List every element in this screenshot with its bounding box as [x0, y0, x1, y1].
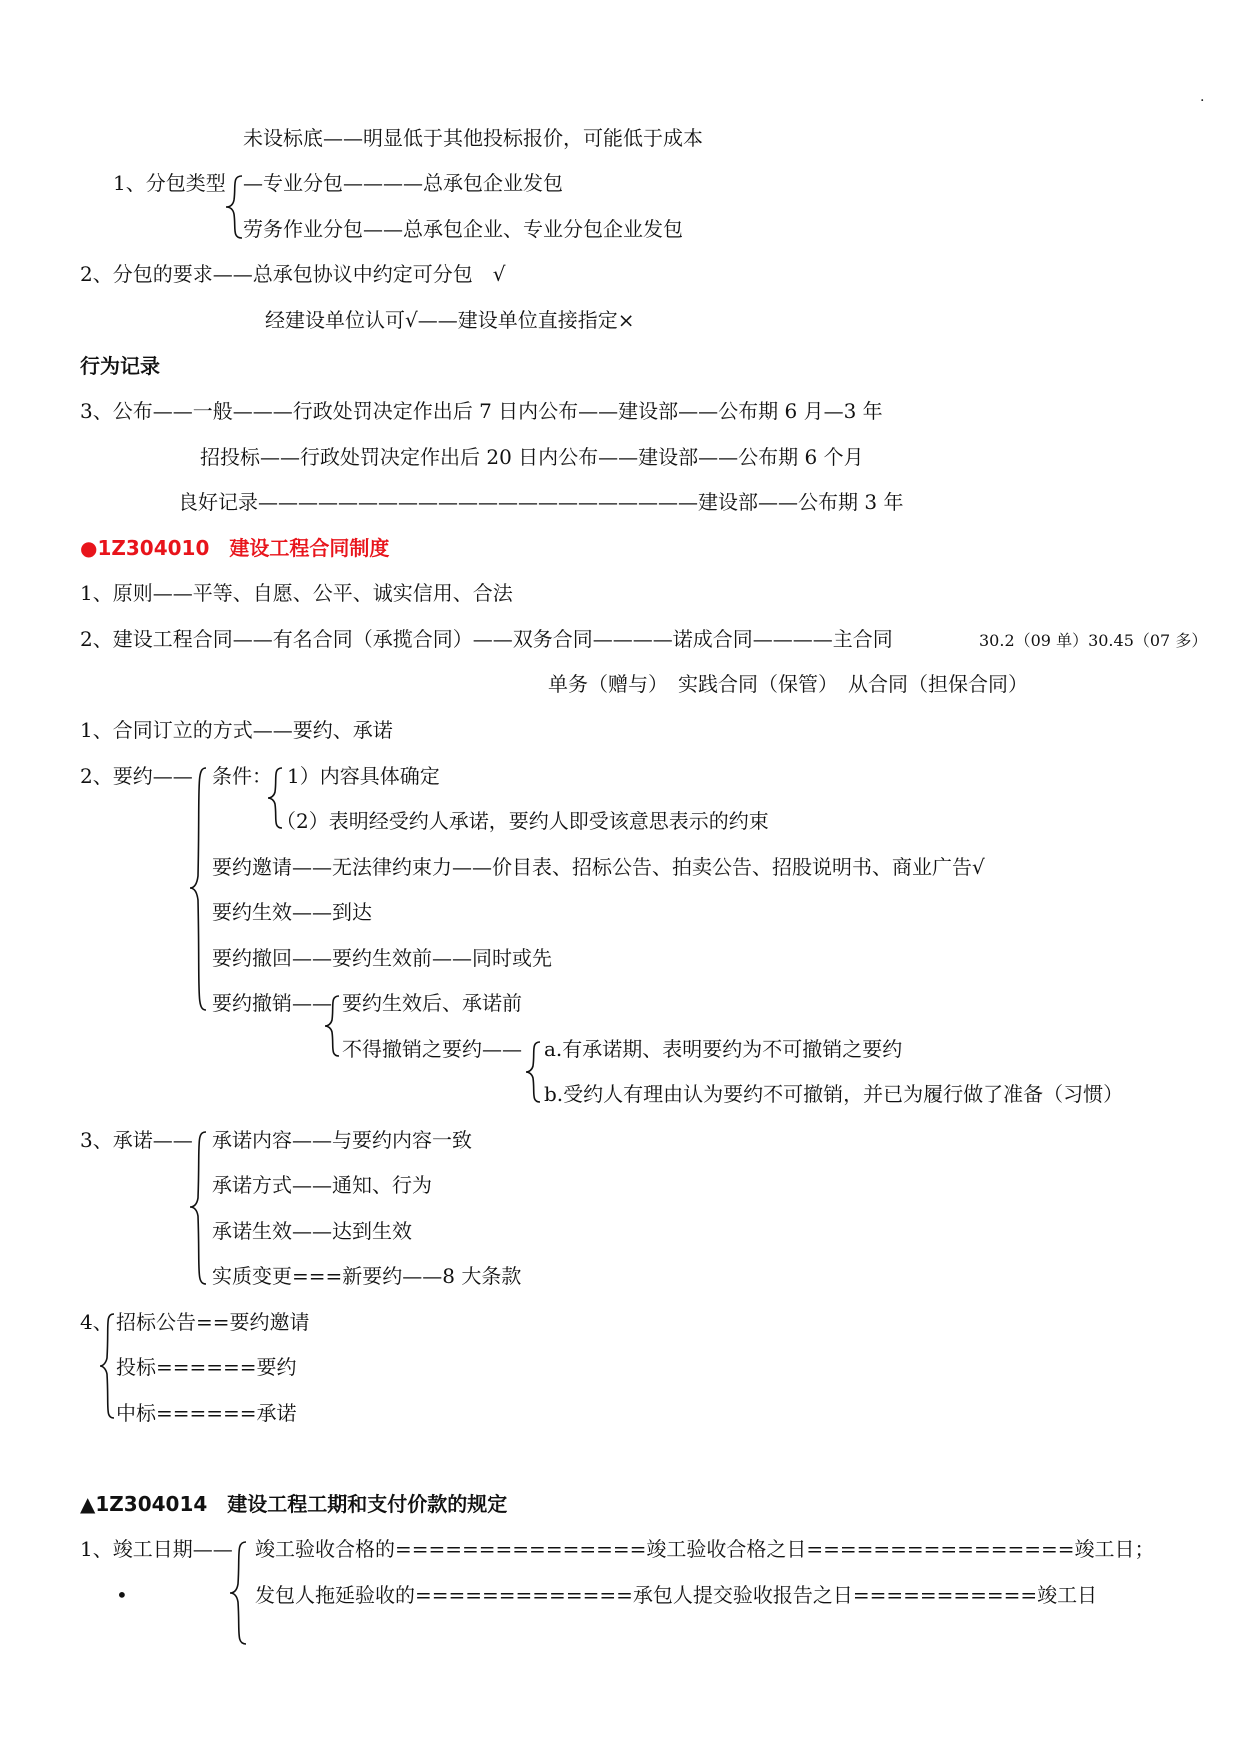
completion-case-delayed: 发包人拖延验收的=============承包人提交验收报告之日===========竣工日	[255, 1583, 1098, 1607]
bullet-dot: •	[116, 1583, 128, 1607]
line-no-base-price: 未设标底——明显低于其他投标报价，可能低于成本	[243, 126, 703, 150]
line-contract-opposites: 单务（赠与） 实践合同（保管） 从合同（担保合同）	[548, 672, 1028, 696]
revocation-brace	[325, 994, 343, 1058]
condition-2: （2）表明经受约人承诺，要约人即受该意思表示的约束	[276, 809, 769, 833]
irrevocable-brace	[526, 1040, 544, 1104]
completion-date-brace	[230, 1540, 250, 1646]
line-good-record: 良好记录——————————————————————建设部——公布期 3 年	[178, 490, 904, 514]
heading-1z304010: ●1Z304010 建设工程合同制度	[80, 536, 390, 560]
tender-mapping-label: 4、	[80, 1310, 113, 1334]
completion-date-label: 1、竣工日期——	[80, 1537, 233, 1561]
corner-dot: .	[1200, 89, 1205, 105]
line-principles: 1、原则——平等、自愿、公平、诚实信用、合法	[80, 581, 513, 605]
irrevocable-offer-label: 不得撤销之要约——	[342, 1037, 522, 1061]
offer-label: 2、要约——	[80, 764, 193, 788]
tender-award: 中标======承诺	[116, 1401, 297, 1425]
acceptance-brace	[190, 1130, 210, 1286]
acceptance-method: 承诺方式——通知、行为	[212, 1173, 432, 1197]
offer-brace	[190, 766, 210, 1012]
line-subcontract-requirements: 2、分包的要求——总承包协议中约定可分包 √	[80, 262, 506, 286]
line-offer-effective: 要约生效——到达	[212, 900, 372, 924]
condition-1: 1）内容具体确定	[287, 764, 440, 788]
line-professional-subcontract: —专业分包————总承包企业发包	[243, 171, 563, 195]
irrevocable-case-a: a.有承诺期、表明要约为不可撤销之要约	[544, 1037, 903, 1061]
acceptance-content: 承诺内容——与要约内容一致	[212, 1128, 472, 1152]
line-invitation-to-offer: 要约邀请——无法律约束力——价目表、招标公告、拍卖公告、招股说明书、商业广告√	[212, 855, 985, 879]
completion-case-accepted: 竣工验收合格的===============竣工验收合格之日================竣工日；	[255, 1537, 1155, 1561]
line-publish-general: 3、公布——一般———行政处罚决定作出后 7 日内公布——建设部——公布期 6 月—3 年	[80, 399, 883, 423]
tender-notice: 招标公告==要约邀请	[116, 1310, 310, 1334]
acceptance-effective: 承诺生效——达到生效	[212, 1219, 412, 1243]
line-publish-bidding: 招投标——行政处罚决定作出后 20 日内公布——建设部——公布期 6 个月	[200, 445, 864, 469]
line-owner-approval: 经建设单位认可√——建设单位直接指定×	[265, 308, 635, 332]
heading-1z304014: ▲1Z304014 建设工程工期和支付价款的规定	[80, 1492, 508, 1516]
heading-behavior-record: 行为记录	[80, 354, 160, 378]
line-exam-note: 30.2（09 单）30.45（07 多）	[979, 631, 1208, 650]
revocation-timing: 要约生效后、承诺前	[342, 991, 522, 1015]
line-labor-subcontract: 劳务作业分包——总承包企业、专业分包企业发包	[243, 217, 683, 241]
line-offer-withdrawal: 要约撤回——要约生效前——同时或先	[212, 946, 552, 970]
subcontract-types-label: 1、分包类型	[113, 171, 226, 195]
acceptance-material-change: 实质变更===新要约——8 大条款	[212, 1264, 522, 1288]
offer-conditions-label: 条件：	[212, 764, 272, 788]
line-contract-formation: 1、合同订立的方式——要约、承诺	[80, 718, 393, 742]
acceptance-label: 3、承诺——	[80, 1128, 193, 1152]
offer-revocation-label: 要约撤销——	[212, 991, 332, 1015]
tender-bid: 投标======要约	[116, 1355, 297, 1379]
line-construction-contract: 2、建设工程合同——有名合同（承揽合同）——双务合同————诺成合同————主合同	[80, 627, 893, 651]
irrevocable-case-b: b.受约人有理由认为要约不可撤销，并已为履行做了准备（习惯）	[544, 1082, 1124, 1106]
